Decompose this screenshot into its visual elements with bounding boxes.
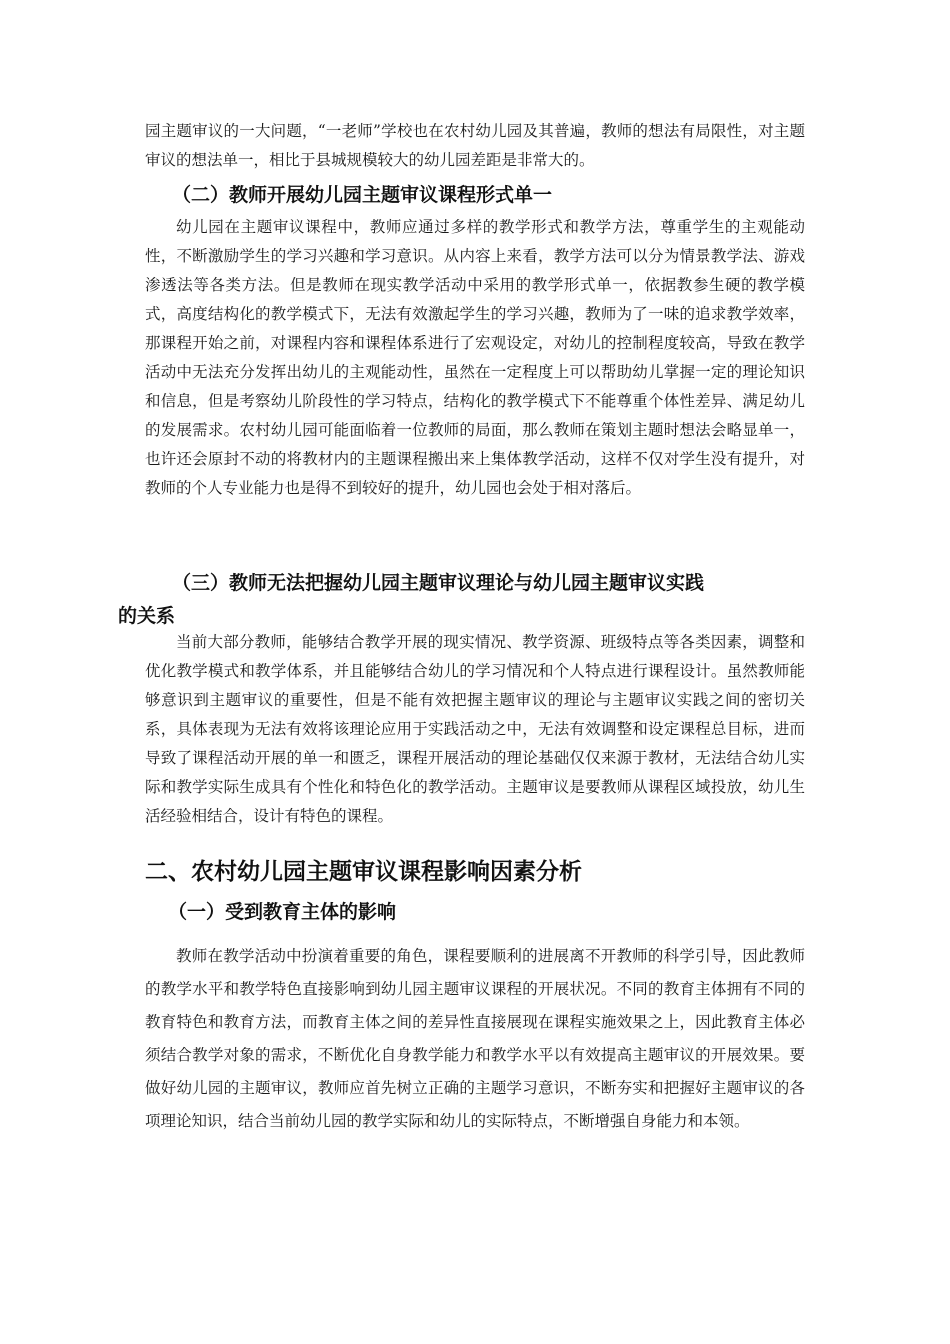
heading-section-1-3-line2: 的关系 xyxy=(118,605,176,627)
heading-section-1-3-line1: （三）教师无法把握幼儿园主题审议理论与幼儿园主题审议实践 xyxy=(172,572,705,594)
paragraph-education-subject: 教师在教学活动中扮演着重要的角色，课程要顺利的进展离不开教师的科学引导，因此教师的教学水平和教学特色直接影响到幼儿园主题审议课程的开展状况。不同的教育主体拥有不同的教育特色和教育方法，而教育主体之间的差异性直接展现在课程实施效果之上，因此教育主体必须结合教学对象的需求，不断优化自身教学能力和教学水平以有效提高主题审议的开展效果。要做好幼儿园的主题审议，教师应首先树立正确的主题学习意识，不断夯实和把握好主题审议的各项理论知识，结合当前幼儿园的教学实际和幼儿的实际特点，不断增强自身能力和本领。 xyxy=(145,947,805,1130)
paragraph-intro-continuation: 园主题审议的一大问题，“一老师”学校也在农村幼儿园及其普遍，教师的想法有局限性，对主题审议的想法单一，相比于县城规模较大的幼儿园差距是非常大的。 xyxy=(145,122,805,169)
paragraph-format-single: 幼儿园在主题审议课程中，教师应通过多样的教学形式和教学方法，尊重学生的主观能动性，不断激励学生的学习兴趣和学习意识。从内容上来看，教学方法可以分为情景教学法、游戏渗透法等各类方法。但是教师在现实教学活动中采用的教学形式单一，依据教参生硬的教学模式，高度结构化的教学模式下，无法有效激起学生的学习兴趣，教师为了一味的追求教学效率，那课程开始之前，对课程内容和课程体系进行了宏观设定，对幼儿的控制程度较高，导致在教学活动中无法充分发挥出幼儿的主观能动性，虽然在一定程度上可以帮助幼儿掌握一定的理论知识和信息，但是考察幼儿阶段性的学习特点，结构化的教学模式下不能尊重个体性差异、满足幼儿的发展需求。农村幼儿园可能面临着一位教师的局面，那么教师在策划主题时想法会略显单一，也许还会原封不动的将教材内的主题课程搬出来上集体教学活动，这样不仅对学生没有提升，对教师的个人专业能力也是得不到较好的提升，幼儿园也会处于相对落后。 xyxy=(145,218,805,497)
paragraph-theory-practice: 当前大部分教师，能够结合教学开展的现实情况、教学资源、班级特点等各类因素，调整和优化教学模式和教学体系，并且能够结合幼儿的学习情况和个人特点进行课程设计。虽然教师能够意识到主题审议的重要性，但是不能有效把握主题审议的理论与主题审议实践之间的密切关系，具体表现为无法有效将该理论应用于实践活动之中，无法有效调整和设定课程总目标，进而导致了课程活动开展的单一和匮乏，课程开展活动的理论基础仅仅来源于教材，无法结合幼儿实际和教学实际生成具有个性化和特色化的教学活动。主题审议是要教师从课程区域投放，幼儿生活经验相结合，设计有特色的课程。 xyxy=(145,633,805,825)
heading-section-2: 二、农村幼儿园主题审议课程影响因素分析 xyxy=(145,859,582,885)
heading-section-2-1: （一）受到教育主体的影响 xyxy=(168,901,397,923)
heading-section-1-2: （二）教师开展幼儿园主题审议课程形式单一 xyxy=(172,184,553,206)
